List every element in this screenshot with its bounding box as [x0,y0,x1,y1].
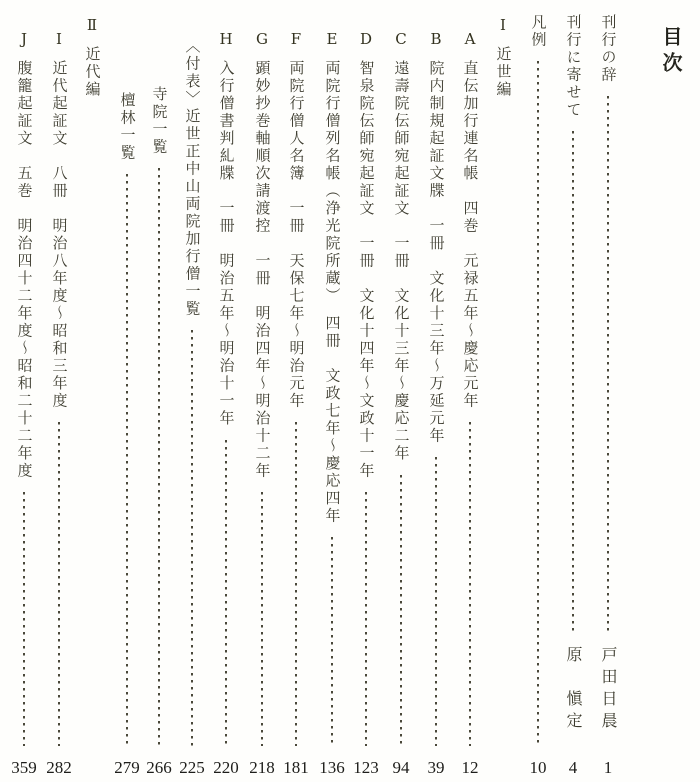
toc-item-h [208,30,244,778]
entry-author: 戸田日晨 [599,646,618,734]
entry-title: 刊行に寄せて [564,14,583,119]
entry-title: 顕妙抄巻軸順次請渡控 一冊 明治四年〜明治十二年 [253,60,272,480]
dotted-leader [261,492,264,746]
toc-item-d [348,30,384,778]
entry-title: 直伝加行連名帳 四巻 元禄五年〜慶応元年 [461,60,480,410]
section-numeral: Ⅱ [83,16,101,34]
dotted-leader [191,330,194,746]
toc-entry-temple-list [141,86,177,778]
section-numeral: Ⅰ [494,16,512,34]
entry-page-number: 279 [114,758,140,777]
entry-title: 遠壽院伝師宛起証文 一冊 文化十三年〜慶応二年 [392,60,411,463]
item-letter: B [427,30,445,48]
entry-page-number: 39 [427,758,445,777]
toc-item-j [6,30,42,778]
dotted-leader [126,174,129,746]
item-letter: I [50,30,68,48]
toc-entry-preface [590,14,626,778]
entry-title: 両院行僧人名簿 一冊 天保七年〜明治元年 [287,60,306,410]
dotted-leader [295,422,298,746]
dotted-leader [225,440,228,747]
dotted-leader [58,422,61,746]
dotted-leader [435,457,438,746]
toc-item-c [383,30,419,778]
toc-item-f [278,30,314,778]
item-letter: H [217,30,235,48]
entry-page-number: 10 [529,758,547,777]
entry-title: 寺院一覧 [150,86,169,156]
toc-item-g [244,30,280,778]
dotted-leader [469,422,472,746]
entry-page-number: 266 [146,758,172,777]
item-letter: F [287,30,305,48]
entry-page-number: 181 [283,758,309,777]
section-title: 近世編 [494,46,513,99]
toc-item-a [452,30,488,778]
toc-item-i [41,30,77,778]
entry-page-number: 136 [319,758,345,777]
entry-page-number: 218 [249,758,275,777]
section-title: 近代編 [83,46,102,99]
entry-title: 腹籠起証文 五巻 明治四十二年度〜昭和二十二年度 [15,60,34,480]
dotted-leader [158,168,161,746]
entry-page-number: 359 [11,758,37,777]
entry-title: 近代起証文 八冊 明治八年度〜昭和三年度 [50,60,69,410]
dotted-leader [607,96,610,634]
entry-page-number: 1 [603,758,613,777]
item-letter: C [392,30,410,48]
entry-title: 〈付表〉近世正中山両院加行僧一覧 [183,38,202,318]
entry-page-number: 94 [392,758,410,777]
dotted-leader [537,61,540,746]
dotted-leader [400,475,403,747]
dotted-leader [365,492,368,746]
item-letter: D [357,30,375,48]
entry-title: 智泉院伝師宛起証文 一冊 文化十四年〜文政十一年 [357,60,376,480]
entry-author: 原 愼定 [564,646,583,734]
entry-title: 凡例 [529,14,548,49]
page-title: 目次 [659,26,683,78]
section-1-header [485,16,521,99]
entry-title: 両院行僧列名帳（浄光院所蔵） 四冊 文政七年〜慶応四年 [323,60,342,525]
toc-entry-conventions [520,14,556,778]
dotted-leader [331,537,334,746]
toc-entry-foreword [555,14,591,778]
entry-title: 檀林一覧 [118,92,137,162]
toc-item-b [418,30,454,778]
item-letter: E [323,30,341,48]
toc-entry-appendix-table [174,38,210,778]
item-letter: A [461,30,479,48]
entry-page-number: 123 [353,758,379,777]
entry-title: 入行僧書判糺牒 一冊 明治五年〜明治十一年 [217,60,236,428]
item-letter: J [15,30,33,48]
section-2-header [74,16,110,99]
toc-item-e [314,30,350,778]
toc-entry-danrin-list [109,92,145,778]
item-letter: G [253,30,271,48]
entry-page-number: 12 [461,758,479,777]
entry-page-number: 225 [179,758,205,777]
dotted-leader [23,492,26,746]
entry-page-number: 220 [213,758,239,777]
dotted-leader [572,131,575,634]
entry-page-number: 4 [568,758,578,777]
entry-page-number: 282 [46,758,72,777]
entry-title: 院内制規起証文牒 一冊 文化十三年〜万延元年 [427,60,446,445]
entry-title: 刊行の辞 [599,14,618,84]
